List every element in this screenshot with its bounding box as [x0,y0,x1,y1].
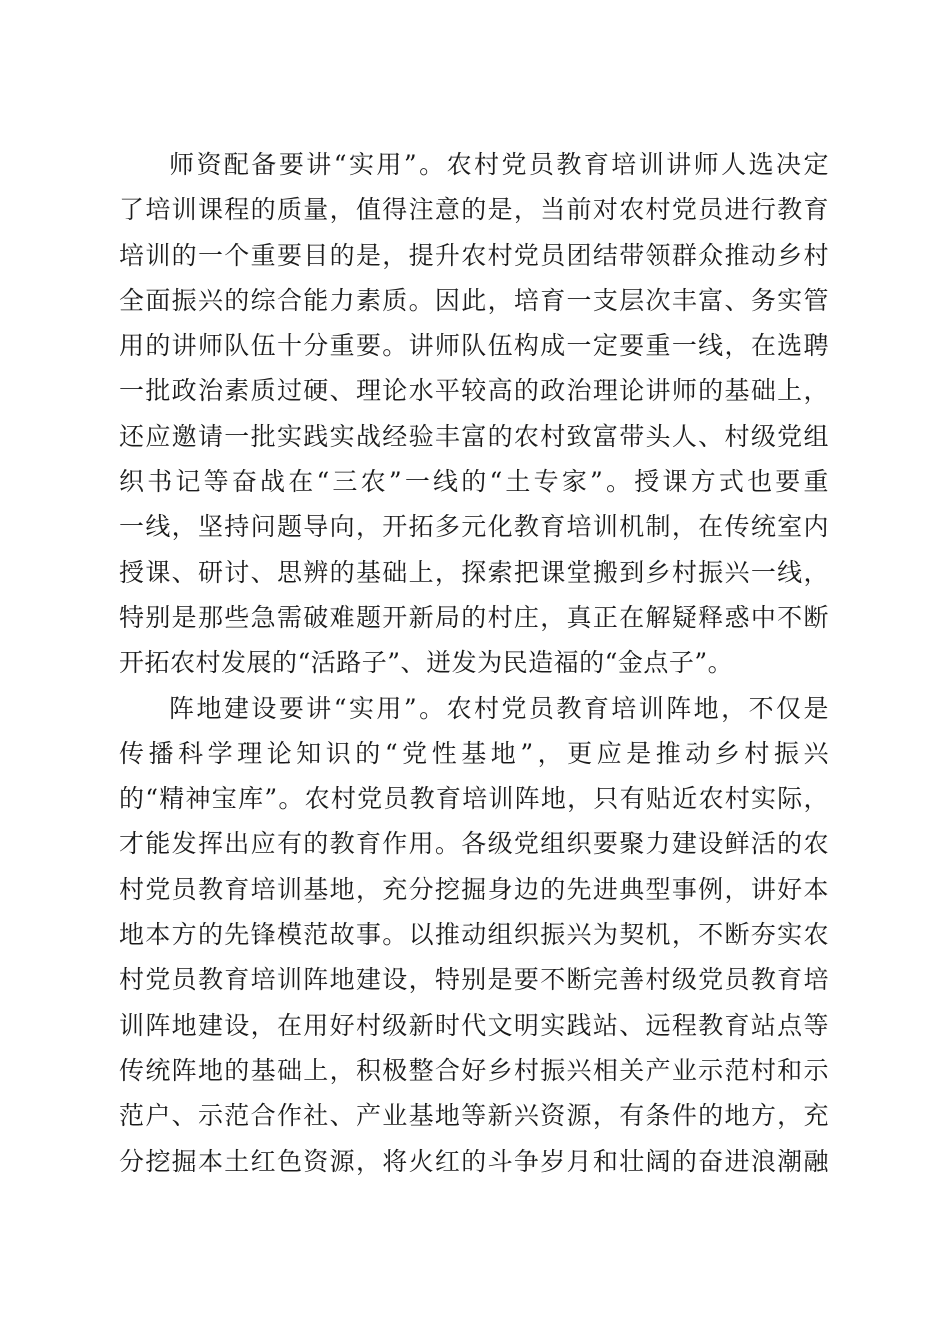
text-line: 全面振兴的综合能力素质。因此，培育一支层次丰富、务实管 [119,285,829,315]
text-line: 了培训课程的质量，值得注意的是，当前对农村党员进行教育 [119,195,829,225]
text-line: 师资配备要讲“实用”。农村党员教育培训讲师人选决定 [169,150,829,179]
text-line: 训阵地建设，在用好村级新时代文明实践站、远程教育站点等 [119,1010,829,1040]
text-line: 特别是那些急需破难题开新局的村庄，真正在解疑释惑中不断 [119,602,829,632]
text-line: 一批政治素质过硬、理论水平较高的政治理论讲师的基础上， [119,376,829,406]
text-line: 阵地建设要讲“实用”。农村党员教育培训阵地，不仅是 [169,693,829,723]
text-line: 传统阵地的基础上，积极整合好乡村振兴相关产业示范村和示 [119,1055,829,1085]
text-line: 织书记等奋战在“三农”一线的“土专家”。授课方式也要重 [119,467,829,497]
document-body [119,142,829,1184]
text-line: 范户、示范合作社、产业基地等新兴资源，有条件的地方，充 [119,1101,829,1131]
text-line: 培训的一个重要目的是，提升农村党员团结带领群众推动乡村 [119,240,829,270]
text-line: 授课、研讨、思辨的基础上，探索把课堂搬到乡村振兴一线， [119,557,829,587]
text-line: 地本方的先锋模范故事。以推动组织振兴为契机，不断夯实农 [119,920,829,950]
text-line: 村党员教育培训阵地建设，特别是要不断完善村级党员教育培 [119,965,829,995]
text-line: 开拓农村发展的“活路子”、迸发为民造福的“金点子”。 [119,648,734,678]
text-line: 用的讲师队伍十分重要。讲师队伍构成一定要重一线，在选聘 [119,331,829,361]
text-line: 才能发挥出应有的教育作用。各级党组织要聚力建设鲜活的农 [119,829,829,859]
text-line: 分挖掘本土红色资源，将火红的斗争岁月和壮阔的奋进浪潮融 [119,1146,829,1176]
text-line: 村党员教育培训基地，充分挖掘身边的先进典型事例，讲好本 [119,874,829,904]
paragraph-base-construction [119,686,829,1184]
text-line: 的“精神宝库”。农村党员教育培训阵地，只有贴近农村实际， [119,784,829,814]
text-line: 一线，坚持问题导向，开拓多元化教育培训机制，在传统室内 [119,512,829,542]
text-line: 还应邀请一批实践实战经验丰富的农村致富带头人、村级党组 [119,421,829,451]
text-line: 传播科学理论知识的“党性基地”，更应是推动乡村振兴 [119,738,829,768]
paragraph-teacher-resources [119,142,829,686]
